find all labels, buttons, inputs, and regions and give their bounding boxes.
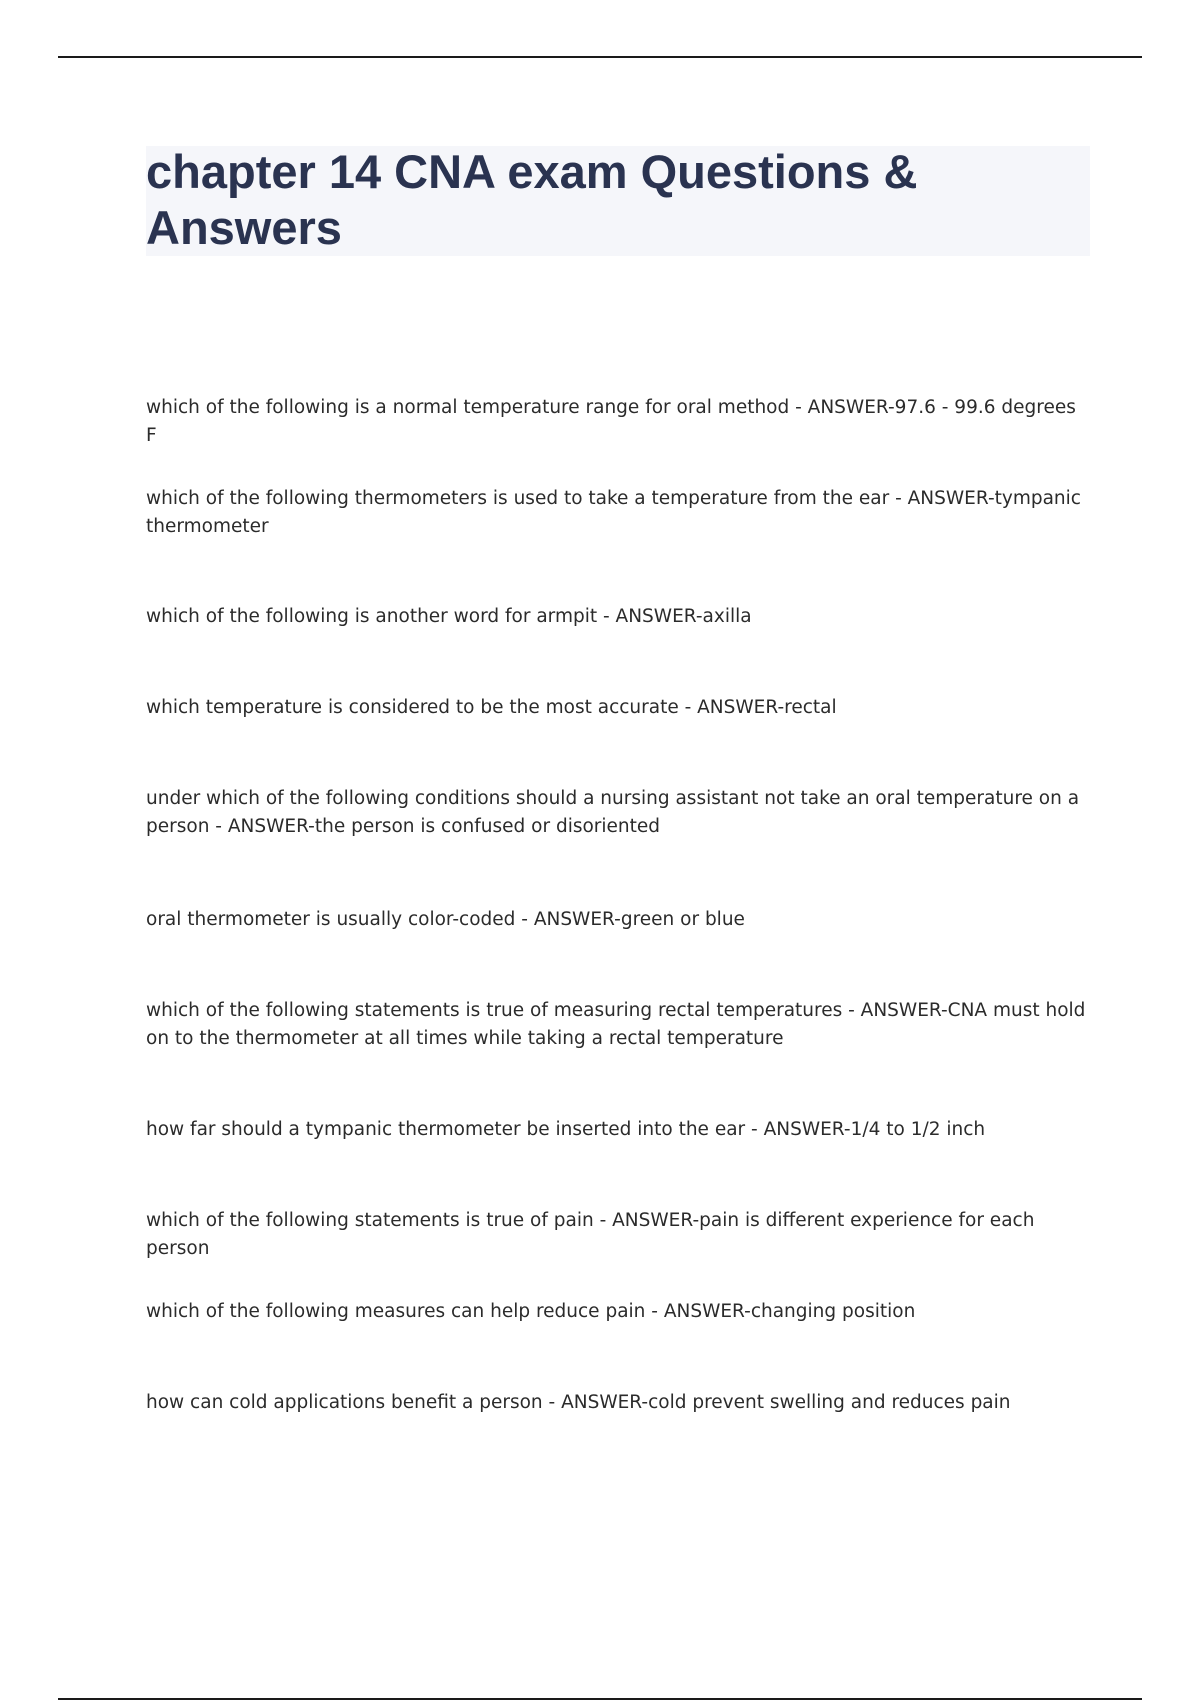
qa-item: which of the following statements is true of pain - ANSWER-pain is different experience for each person — [146, 1210, 1035, 1259]
title-banner — [146, 146, 1090, 256]
qa-item: which of the following thermometers is used to take a temperature from the ear - ANSWER-tympanic thermometer — [146, 488, 1081, 537]
qa-item: how can cold applications benefit a person - ANSWER-cold prevent swelling and reduces pain — [146, 1392, 1011, 1413]
qa-item: which temperature is considered to be the most accurate - ANSWER-rectal — [146, 697, 837, 718]
top-rule — [58, 56, 1142, 58]
qa-item: how far should a tympanic thermometer be inserted into the ear - ANSWER-1/4 to 1/2 inch — [146, 1119, 986, 1140]
qa-item: which of the following statements is true of measuring rectal temperatures - ANSWER-CNA must hold on to the thermometer at all times while taking a rectal temperature — [146, 1000, 1086, 1049]
page-title: chapter 14 CNA exam Questions & Answers — [146, 145, 918, 254]
qa-item: which of the following is a normal temperature range for oral method - ANSWER-97.6 - 99.6 degrees F — [146, 397, 1076, 446]
qa-item: which of the following measures can help reduce pain - ANSWER-changing position — [146, 1301, 916, 1322]
qa-item: which of the following is another word for armpit - ANSWER-axilla — [146, 606, 752, 627]
qa-item: oral thermometer is usually color-coded - ANSWER-green or blue — [146, 909, 745, 930]
qa-item: under which of the following conditions should a nursing assistant not take an oral temperature on a person - ANSWER-the person is confused or disoriented — [146, 788, 1080, 837]
